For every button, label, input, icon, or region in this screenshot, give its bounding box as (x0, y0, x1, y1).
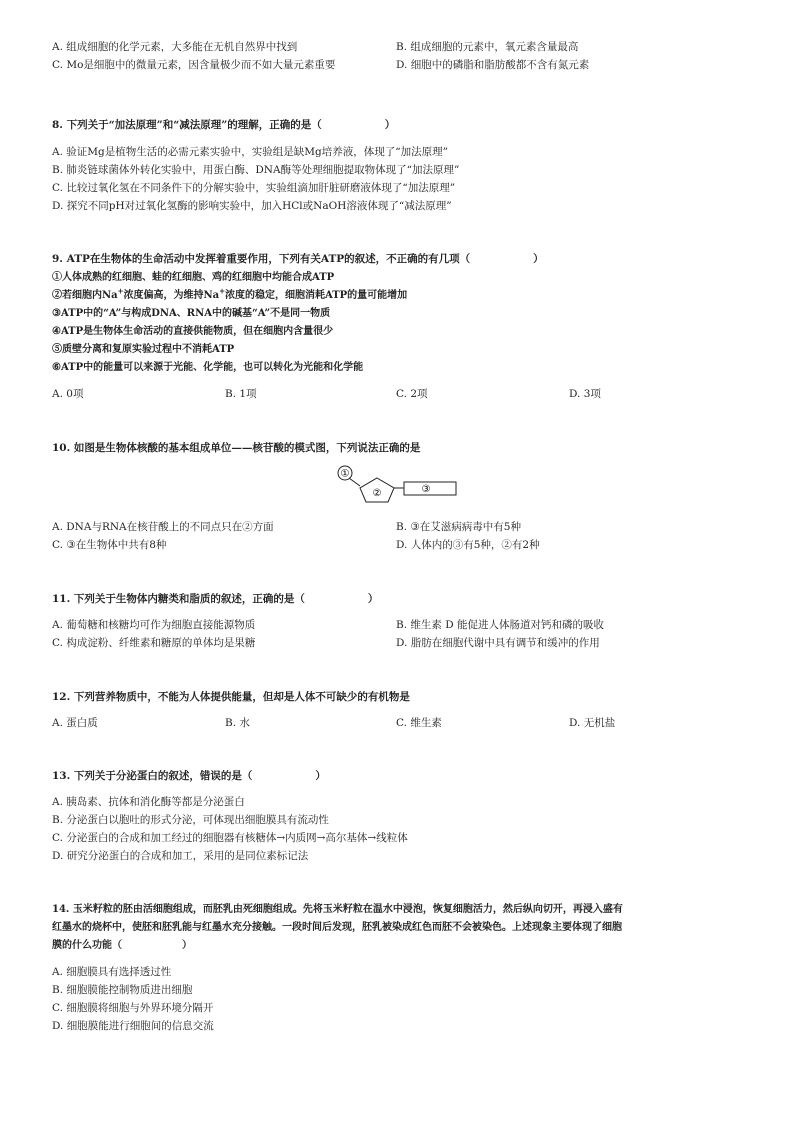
q10-option-b: B. ③在艾滋病病毒中有5种 (396, 521, 521, 533)
q12-option-b: B. 水 (225, 717, 250, 729)
q8-option-d: D. 探究不同pH对过氧化氢酶的影响实验中，加入HCl或NaOH溶液体现了“减法原理” (52, 200, 452, 212)
q13-stem: 13. 下列关于分泌蛋白的叙述，错误的是（ ） (52, 770, 326, 782)
q9-s2-post: 浓度的稳定，细胞消耗ATP的量可能增加 (225, 290, 408, 301)
q14-option-b: B. 细胞膜能控制物质进出细胞 (52, 984, 193, 996)
q9-s2-sup2: + (219, 286, 225, 296)
q8-stem: 8. 下列关于“加法原理”和“减法原理”的理解，正确的是（ ） (52, 119, 396, 131)
q12-option-a: A. 蛋白质 (52, 717, 98, 729)
q8-option-b: B. 肺炎链球菌体外转化实验中，用蛋白酶、DNA酶等处理细胞提取物体现了“加法原理” (52, 164, 460, 176)
q12-option-c: C. 维生素 (396, 717, 442, 729)
q7-option-b: B. 组成细胞的元素中，氧元素含量最高 (396, 41, 579, 53)
q10-option-a: A. DNA与RNA在核苷酸上的不同点只在②方面 (52, 521, 274, 533)
q9-option-d: D. 3项 (569, 388, 601, 400)
q14-stem-line-1: 14. 玉米籽粒的胚由活细胞组成，而胚乳由死细胞组成。先将玉米籽粒在温水中浸泡，恢复细胞活力，然后纵向切开，再浸入盛有 (52, 904, 623, 915)
q9-s2-mid: 浓度偏高，为维持Na (123, 290, 220, 301)
label-2: ② (372, 488, 382, 499)
q9-statement-5: ⑤质壁分离和复原实验过程中不消耗ATP (52, 344, 235, 355)
q11-option-b: B. 维生素 D 能促进人体肠道对钙和磷的吸收 (396, 619, 604, 631)
q13-option-c: C. 分泌蛋白的合成和加工经过的细胞器有核糖体→内质网→高尔基体→线粒体 (52, 832, 408, 844)
q9-option-c: C. 2项 (396, 388, 428, 400)
q10-stem: 10. 如图是生物体核酸的基本组成单位——核苷酸的模式图，下列说法正确的是 (52, 442, 421, 454)
q11-option-d: D. 脂肪在细胞代谢中具有调节和缓冲的作用 (396, 637, 600, 649)
q9-option-b: B. 1项 (225, 388, 257, 400)
q14-option-a: A. 细胞膜具有选择透过性 (52, 966, 172, 978)
nucleotide-diagram (336, 464, 460, 504)
q13-option-a: A. 胰岛素、抗体和消化酶等都是分泌蛋白 (52, 796, 245, 808)
q9-statement-4: ④ATP是生物体生命活动的直接供能物质，但在细胞内含量很少 (52, 326, 334, 337)
q8-option-c: C. 比较过氧化氢在不同条件下的分解实验中，实验组滴加肝脏研磨液体现了“加法原理” (52, 182, 456, 194)
q9-statement-3: ③ATP中的“A”与构成DNA、RNA中的碱基“A”不是同一物质 (52, 308, 331, 319)
q8-option-a: A. 验证Mg是植物生活的必需元素实验中，实验组是缺Mg培养液，体现了“加法原理” (52, 146, 448, 158)
q14-stem-line-3: 膜的什么功能（ ） (52, 940, 192, 951)
q12-stem: 12. 下列营养物质中，不能为人体提供能量，但却是人体不可缺少的有机物是 (52, 691, 410, 703)
q9-s2-pre: ②若细胞内Na (52, 290, 118, 301)
q14-option-c: C. 细胞膜将细胞与外界环境分隔开 (52, 1002, 214, 1014)
q7-option-c: C. Mo是细胞中的微量元素，因含量极少而不如大量元素重要 (52, 59, 336, 71)
q11-option-c: C. 构成淀粉、纤维素和糖原的单体均是果糖 (52, 637, 256, 649)
q12-option-d: D. 无机盐 (569, 717, 616, 729)
q9-statement-6: ⑥ATP中的能量可以来源于光能、化学能，也可以转化为光能和化学能 (52, 362, 364, 373)
q10-option-d: D. 人体内的③有5种，②有2种 (396, 539, 540, 551)
q9-statement-2 (52, 286, 408, 303)
q10-option-c: C. ③在生物体中共有8种 (52, 539, 167, 551)
q9-option-a: A. 0项 (52, 388, 84, 400)
q14-option-d: D. 细胞膜能进行细胞间的信息交流 (52, 1020, 214, 1032)
q13-option-d: D. 研究分泌蛋白的合成和加工，采用的是同位素标记法 (52, 850, 309, 862)
label-3: ③ (421, 484, 431, 495)
q11-option-a: A. 葡萄糖和核糖均可作为细胞直接能源物质 (52, 619, 256, 631)
phosphate-bond (349, 478, 360, 486)
q13-option-b: B. 分泌蛋白以胞吐的形式分泌，可体现出细胞膜具有流动性 (52, 814, 329, 826)
q11-stem: 11. 下列关于生物体内糖类和脂质的叙述，正确的是（ ） (52, 593, 379, 605)
q14-stem-line-2: 红墨水的烧杯中，使胚和胚乳能与红墨水充分接触。一段时间后发现，胚乳被染成红色而胚不会被染色。上述现象主要体现了细胞 (52, 922, 622, 933)
q7-option-a: A. 组成细胞的化学元素，大多能在无机自然界中找到 (52, 41, 298, 53)
q9-stem: 9. ATP在生物体的生命活动中发挥着重要作用，下列有关ATP的叙述，不正确的有几项（ ） (52, 253, 544, 265)
q9-statement-1: ①人体成熟的红细胞、蛙的红细胞、鸡的红细胞中均能合成ATP (52, 272, 335, 283)
q9-s2-sup1: + (117, 286, 124, 296)
q7-option-d: D. 细胞中的磷脂和脂肪酸都不含有氮元素 (396, 59, 590, 71)
label-1: ① (340, 468, 350, 480)
